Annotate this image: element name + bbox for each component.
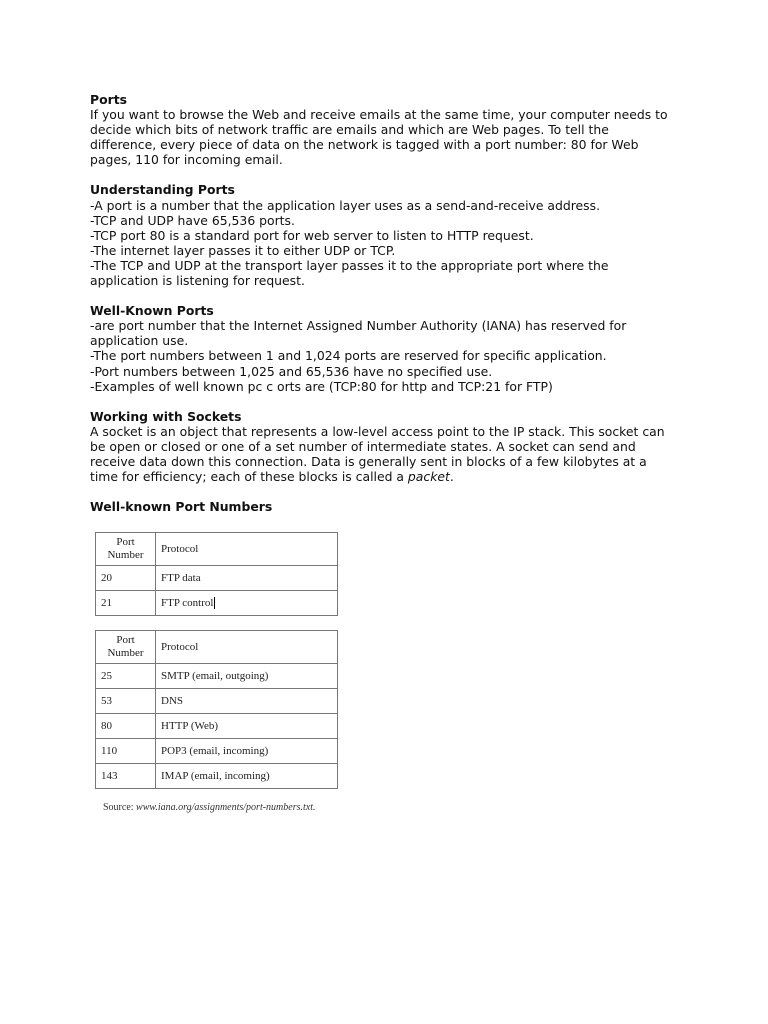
understanding-line: -A port is a number that the application layer uses as a send-and-receive address. bbox=[90, 197, 601, 213]
protocol-cell: FTP data bbox=[156, 566, 338, 591]
sockets-line: be open or closed or one of a set number of intermediate states. A socket can send and bbox=[90, 438, 636, 454]
source-url: www.iana.org/assignments/port-numbers.txt. bbox=[136, 802, 316, 813]
section-working-with-sockets bbox=[90, 409, 690, 484]
port-cell: 143 bbox=[96, 764, 156, 789]
ports-line: decide which bits of network traffic are emails and which are Web pages. To tell the bbox=[90, 122, 609, 138]
ports-line: difference, every piece of data on the network is tagged with a port number: 80 for Web bbox=[90, 137, 639, 153]
text-cursor-icon bbox=[214, 597, 215, 609]
header-protocol: Protocol bbox=[156, 631, 338, 664]
heading-working-with-sockets: Working with Sockets bbox=[90, 408, 242, 424]
section-understanding-ports bbox=[90, 182, 690, 288]
header-port-number: Port Number bbox=[96, 631, 156, 664]
ports-line: If you want to browse the Web and receive emails at the same time, your computer needs to bbox=[90, 107, 668, 123]
protocol-cell: POP3 (email, incoming) bbox=[156, 739, 338, 764]
table-row bbox=[96, 739, 338, 764]
protocol-cell: IMAP (email, incoming) bbox=[156, 764, 338, 789]
table-row bbox=[96, 714, 338, 739]
understanding-line: -TCP port 80 is a standard port for web server to listen to HTTP request. bbox=[90, 227, 534, 243]
heading-understanding-ports: Understanding Ports bbox=[90, 182, 235, 198]
protocol-cell: SMTP (email, outgoing) bbox=[156, 664, 338, 689]
protocol-cell: HTTP (Web) bbox=[156, 714, 338, 739]
source-label: Source: bbox=[103, 802, 137, 813]
section-ports bbox=[90, 92, 690, 167]
section-well-known-ports bbox=[90, 303, 690, 394]
port-cell: 25 bbox=[96, 664, 156, 689]
table-row bbox=[96, 566, 338, 591]
port-cell: 21 bbox=[96, 591, 156, 616]
table-header-row bbox=[96, 631, 338, 664]
table-row bbox=[96, 591, 338, 616]
header-port-number: Port Number bbox=[96, 533, 156, 566]
port-cell: 20 bbox=[96, 566, 156, 591]
wellknown-line: -The port numbers between 1 and 1,024 ports are reserved for specific application. bbox=[90, 348, 607, 364]
understanding-line: -The TCP and UDP at the transport layer passes it to the appropriate port where the bbox=[90, 257, 609, 273]
port-table-services bbox=[95, 630, 338, 789]
protocol-cell[interactable] bbox=[156, 591, 338, 616]
understanding-line: -TCP and UDP have 65,536 ports. bbox=[90, 212, 295, 228]
sockets-line: receive data down this connection. Data is generally sent in blocks of a few kilobytes at a bbox=[90, 453, 647, 469]
understanding-line: application is listening for request. bbox=[90, 273, 305, 289]
port-cell: 53 bbox=[96, 689, 156, 714]
port-cell: 80 bbox=[96, 714, 156, 739]
document-body bbox=[90, 92, 690, 514]
table-row bbox=[96, 664, 338, 689]
header-protocol: Protocol bbox=[156, 533, 338, 566]
port-table-ftp bbox=[95, 532, 338, 616]
sockets-last-punct: . bbox=[449, 469, 454, 485]
wellknown-line: -are port number that the Internet Assigned Number Authority (IANA) has reserved for bbox=[90, 318, 627, 334]
sockets-line bbox=[90, 469, 690, 484]
wellknown-line: application use. bbox=[90, 333, 189, 349]
ports-line: pages, 110 for incoming email. bbox=[90, 152, 283, 168]
understanding-line: -The internet layer passes it to either UDP or TCP. bbox=[90, 242, 396, 258]
heading-well-known-ports: Well-Known Ports bbox=[90, 303, 214, 319]
heading-port-numbers-table: Well-known Port Numbers bbox=[90, 499, 273, 515]
wellknown-line: -Port numbers between 1,025 and 65,536 have no specified use. bbox=[90, 363, 493, 379]
heading-ports: Ports bbox=[90, 92, 128, 107]
sockets-line: A socket is an object that represents a low-level access point to the IP stack. This socket can bbox=[90, 423, 665, 439]
protocol-text: FTP control bbox=[161, 596, 214, 609]
packet-term: packet bbox=[407, 469, 450, 485]
wellknown-line: -Examples of well known pc c orts are (TCP:80 for http and TCP:21 for FTP) bbox=[90, 378, 553, 394]
protocol-cell: DNS bbox=[156, 689, 338, 714]
sockets-last-text: time for efficiency; each of these blocks is called a bbox=[90, 469, 408, 485]
table-header-row bbox=[96, 533, 338, 566]
table-row bbox=[96, 689, 338, 714]
table-source-caption bbox=[103, 802, 316, 813]
port-cell: 110 bbox=[96, 739, 156, 764]
table-row bbox=[96, 764, 338, 789]
